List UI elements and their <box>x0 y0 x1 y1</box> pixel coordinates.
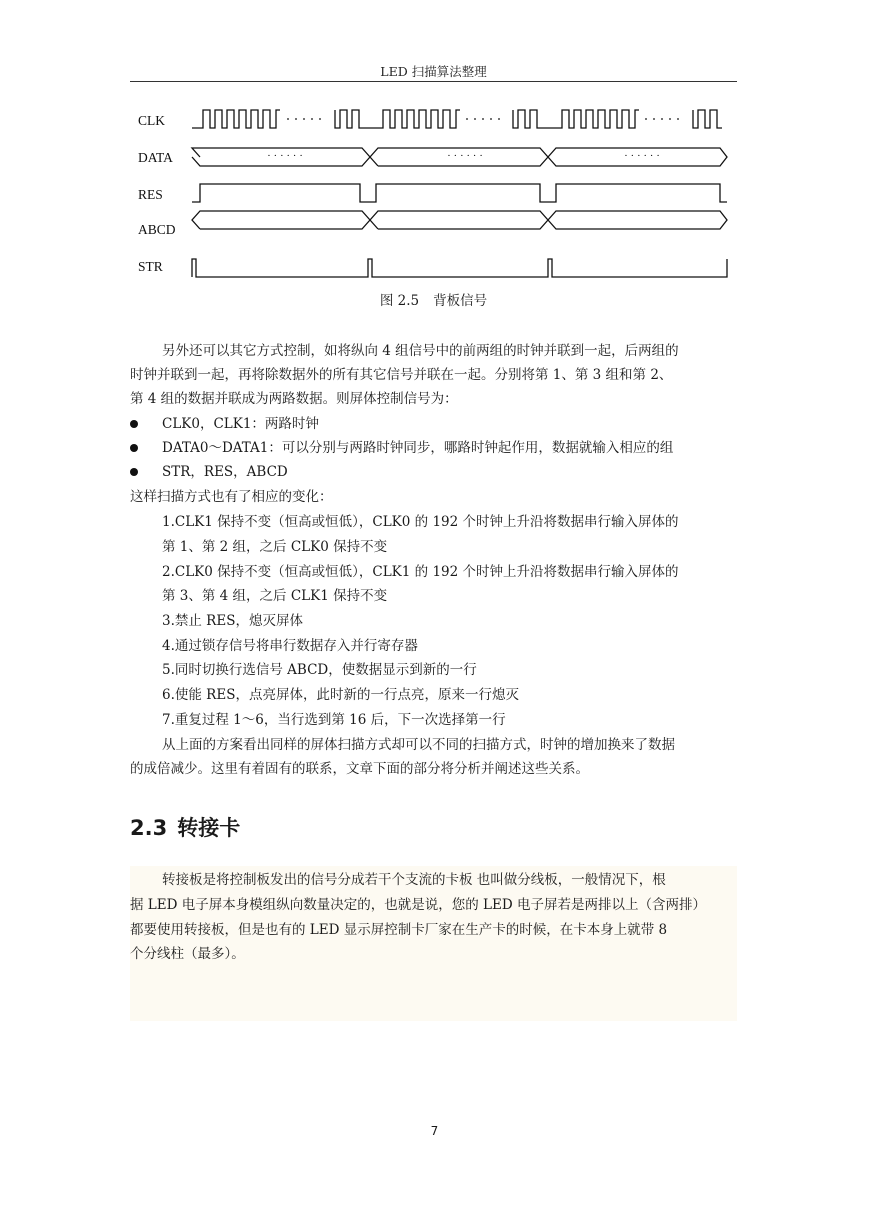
data-dots: · · · · · · <box>267 150 303 162</box>
step-line: 第 1、第 2 组，之后 CLK0 保持不变 <box>162 539 388 555</box>
section-heading <box>130 812 240 842</box>
bullet-icon <box>130 444 138 452</box>
step-line: 5.同时切换行选信号 ABCD，使数据显示到新的一行 <box>162 662 477 678</box>
section-number: 2.3 <box>130 816 168 840</box>
signal-label-res: RES <box>138 187 163 202</box>
step-line: 6.使能 RES，点亮屏体，此时新的一行点亮，原来一行熄灭 <box>162 687 519 703</box>
step-line: 第 3、第 4 组，之后 CLK1 保持不变 <box>162 588 388 604</box>
page-number: 7 <box>430 1124 439 1138</box>
list-item-text: DATA0～DATA1：可以分别与两路时钟同步，哪路时钟起作用，数据就输入相应的组 <box>162 440 674 456</box>
timing-diagram <box>130 100 737 285</box>
signal-label-clk: CLK <box>138 113 165 128</box>
paragraph-line: 第 4 组的数据并联成为两路数据。则屏体控制信号为： <box>130 391 458 407</box>
str-waveform <box>192 259 727 277</box>
paragraph-line: 另外还可以其它方式控制，如将纵向 4 组信号中的前两组的时钟并联到一起，后两组的 <box>162 343 679 359</box>
step-line: 7.重复过程 1～6，当行选到第 16 后，下一次选择第一行 <box>162 712 506 728</box>
step-line: 4.通过锁存信号将串行数据存入并行寄存器 <box>162 638 418 654</box>
header-rule <box>130 81 737 82</box>
abcd-bus-waveform <box>192 211 727 229</box>
section-title: 转接卡 <box>177 816 241 840</box>
bullet-icon <box>130 420 138 428</box>
paragraph-line: 个分线柱（最多）。 <box>130 946 245 962</box>
list-item-text: CLK0，CLK1：两路时钟 <box>162 416 319 432</box>
data-dots: · · · · · · <box>447 150 483 162</box>
step-line: 1.CLK1 保持不变（恒高或恒低），CLK0 的 192 个时钟上升沿将数据串行输入屏体的 <box>162 514 679 530</box>
paragraph-line: 时钟并联到一起，再将除数据外的所有其它信号并联在一起。分别将第 1、第 3 组和第 2、 <box>130 367 673 383</box>
paragraph-line: 都要使用转接板，但是也有的 LED 显示屏控制卡厂家在生产卡的时候，在卡本身上就带 8 <box>130 922 668 938</box>
signal-label-abcd: ABCD <box>138 222 176 237</box>
res-waveform <box>192 184 727 202</box>
list-item <box>130 436 737 460</box>
clk-waveform <box>192 110 722 128</box>
bullet-icon <box>130 468 138 476</box>
figure-caption <box>130 289 737 309</box>
paragraph-line: 这样扫描方式也有了相应的变化： <box>130 489 333 505</box>
signal-label-data: DATA <box>138 150 173 165</box>
list-item <box>130 460 737 484</box>
page-header: LED 扫描算法整理 <box>380 64 487 79</box>
paragraph-line: 转接板是将控制板发出的信号分成若干个支流的卡板 也叫做分线板，一般情况下，根 <box>162 872 666 888</box>
signal-label-str: STR <box>138 259 163 274</box>
data-dots: · · · · · · <box>624 150 660 162</box>
paragraph-line: 从上面的方案看出同样的屏体扫描方式却可以不同的扫描方式，时钟的增加换来了数据 <box>162 737 675 753</box>
paragraph-line: 的成倍减少。这里有着固有的联系，文章下面的部分将分析并阐述这些关系。 <box>130 761 589 777</box>
paragraph-line: 据 LED 电子屏本身模组纵向数量决定的，也就是说，您的 LED 电子屏若是两排以上（含两排） <box>130 897 706 913</box>
figure-number: 图 2.5 <box>379 293 420 309</box>
figure-caption-text: 背板信号 <box>433 293 488 309</box>
step-line: 3.禁止 RES，熄灭屏体 <box>162 613 303 629</box>
list-item-text: STR，RES，ABCD <box>162 464 288 480</box>
step-line: 2.CLK0 保持不变（恒高或恒低），CLK1 的 192 个时钟上升沿将数据串行输入屏体的 <box>162 564 679 580</box>
list-item <box>130 412 737 436</box>
